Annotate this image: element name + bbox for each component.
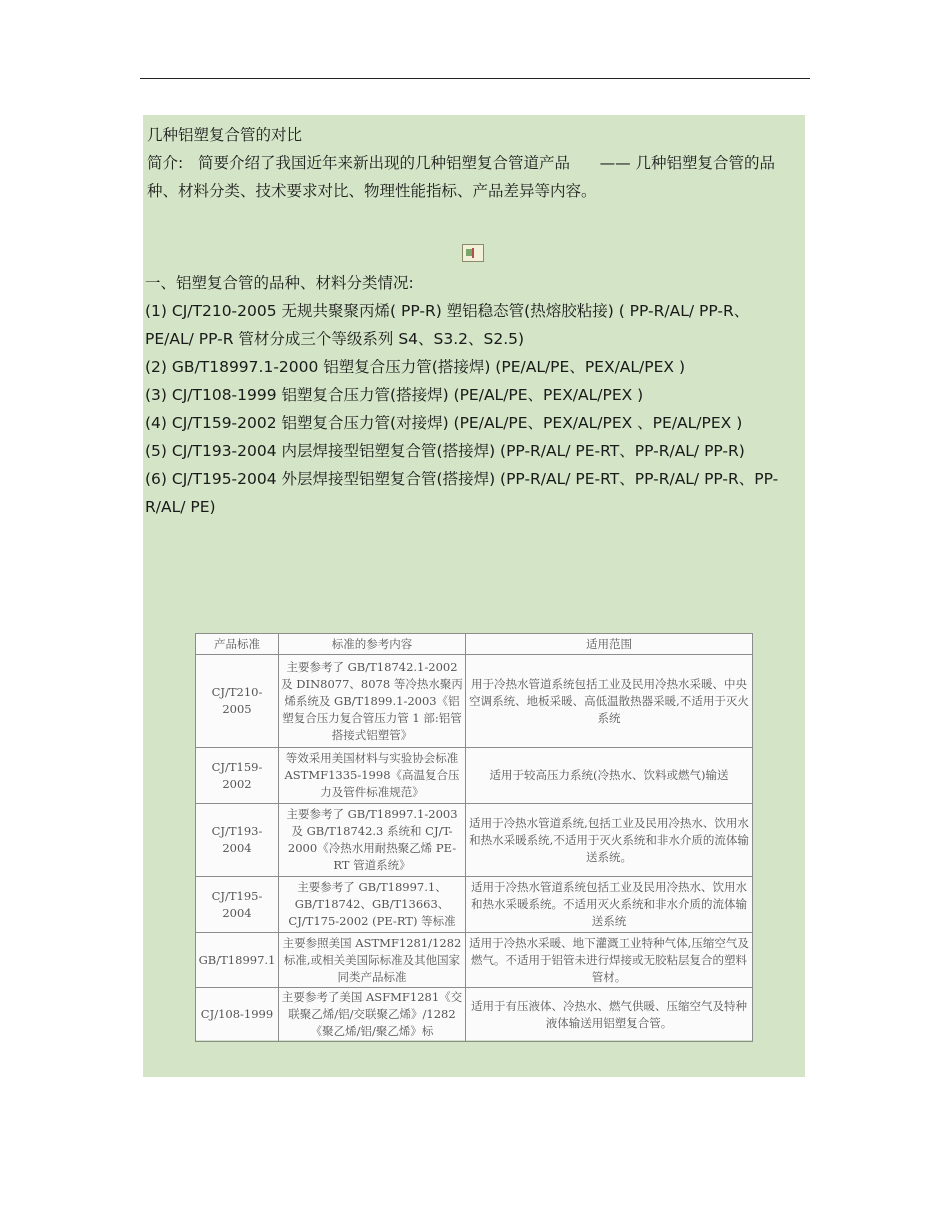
table-row	[196, 988, 753, 1042]
intro-paragraph: 简介: 简要介绍了我国近年来新出现的几种铝塑复合管道产品 —— 几种铝塑复合管的品种、材料分类、技术要求对比、物理性能指标、产品差异等内容。	[147, 154, 775, 200]
table-row	[196, 877, 753, 933]
table-cell: 适用于较高压力系统(冷热水、饮料或燃气)输送	[466, 748, 753, 804]
table-cell: 适用于冷热水管道系统包括工业及民用冷热水、饮用水和热水采暖系统。不适用灭火系统和非水介质的流体输送系统	[466, 877, 753, 933]
list-item: (6) CJ/T195-2004 外层焊接型铝塑复合管(搭接焊) (PP-R/AL/ PE-RT、PP-R/AL/ PP-R、PP-R/AL/ PE)	[145, 470, 779, 516]
table-cell: CJ/T193-2004	[196, 804, 279, 877]
table-cell: 主要参照美国 ASTMF1281/1282 标准,或相关美国际标准及其他国家同类产品标准	[279, 933, 466, 988]
table-cell: CJ/T195-2004	[196, 877, 279, 933]
table-cell: 主要参考了 GB/T18997.1-2003 及 GB/T18742.3 系统和 CJ/T-2000《冷热水用耐热聚乙烯 PE-RT 管道系统》	[279, 804, 466, 877]
table-header-row	[196, 634, 753, 655]
table-cell: 适用于冷热水采暖、地下灌溉工业特种气体,压缩空气及燃气。不适用于铝管未进行焊接或无胶粘层复合的塑料管材。	[466, 933, 753, 988]
section-heading: 一、铝塑复合管的品种、材料分类情况:	[145, 274, 414, 292]
table-cell: 等效采用美国材料与实验协会标准 ASTMF1335-1998《高温复合压力及管件标准规范》	[279, 748, 466, 804]
table-row	[196, 933, 753, 988]
table-cell: GB/T18997.1	[196, 933, 279, 988]
standards-table	[195, 633, 753, 1042]
standards-table-wrapper	[195, 633, 753, 1040]
broken-image-icon	[462, 244, 484, 262]
list-item: (1) CJ/T210-2005 无规共聚聚丙烯( PP-R) 塑铝稳态管(热熔胶粘接) ( PP-R/AL/ PP-R、PE/AL/ PP-R 管材分成三个等级系列 S4、S3.2、S2.5)	[145, 302, 750, 348]
table-row	[196, 655, 753, 748]
table-cell: CJ/T210-2005	[196, 655, 279, 748]
table-cell: 主要参考了美国 ASFMF1281《交联聚乙烯/铝/交联聚乙烯》/1282《聚乙烯/铝/聚乙烯》标	[279, 988, 466, 1042]
table-row	[196, 804, 753, 877]
table-header-cell: 适用范围	[466, 634, 753, 655]
table-header-cell: 标准的参考内容	[279, 634, 466, 655]
list-item: (2) GB/T18997.1-2000 铝塑复合压力管(搭接焊) (PE/AL/PE、PEX/AL/PEX )	[145, 358, 685, 376]
header-rule	[140, 78, 810, 79]
table-cell: 适用于冷热水管道系统,包括工业及民用冷热水、饮用水和热水采暖系统,不适用于灭火系统和非水介质的流体输送系统。	[466, 804, 753, 877]
list-item: (5) CJ/T193-2004 内层焊接型铝塑复合管(搭接焊) (PP-R/AL/ PE-RT、PP-R/AL/ PP-R)	[145, 442, 745, 460]
list-item: (4) CJ/T159-2002 铝塑复合压力管(对接焊) (PE/AL/PE、PEX/AL/PEX 、PE/AL/PEX )	[145, 414, 743, 432]
table-header-cell: 产品标准	[196, 634, 279, 655]
table-cell: 用于冷热水管道系统包括工业及民用冷热水采暖、中央空调系统、地板采暖、高低温散热器采暖,不适用于灭火系统	[466, 655, 753, 748]
list-item: (3) CJ/T108-1999 铝塑复合压力管(搭接焊) (PE/AL/PE、PEX/AL/PEX )	[145, 386, 644, 404]
material-list	[145, 269, 797, 521]
table-cell: 主要参考了 GB/T18742.1-2002 及 DIN8077、8078 等冷热水聚丙烯系统及 GB/T1899.1-2003《铝塑复合压力复合管压力管 1 部:铝管搭接式铝塑管》	[279, 655, 466, 748]
table-row	[196, 748, 753, 804]
table-cell: CJ/108-1999	[196, 988, 279, 1042]
document-title: 几种铝塑复合管的对比	[147, 126, 303, 144]
table-cell: CJ/T159-2002	[196, 748, 279, 804]
content-panel	[143, 115, 805, 1077]
intro-block	[147, 121, 799, 205]
table-cell: 适用于有压液体、冷热水、燃气供暖、压缩空气及特种液体输送用铝塑复合管。	[466, 988, 753, 1042]
table-cell: 主要参考了 GB/T18997.1、GB/T18742、GB/T13663、CJ/T175-2002 (PE-RT) 等标准	[279, 877, 466, 933]
